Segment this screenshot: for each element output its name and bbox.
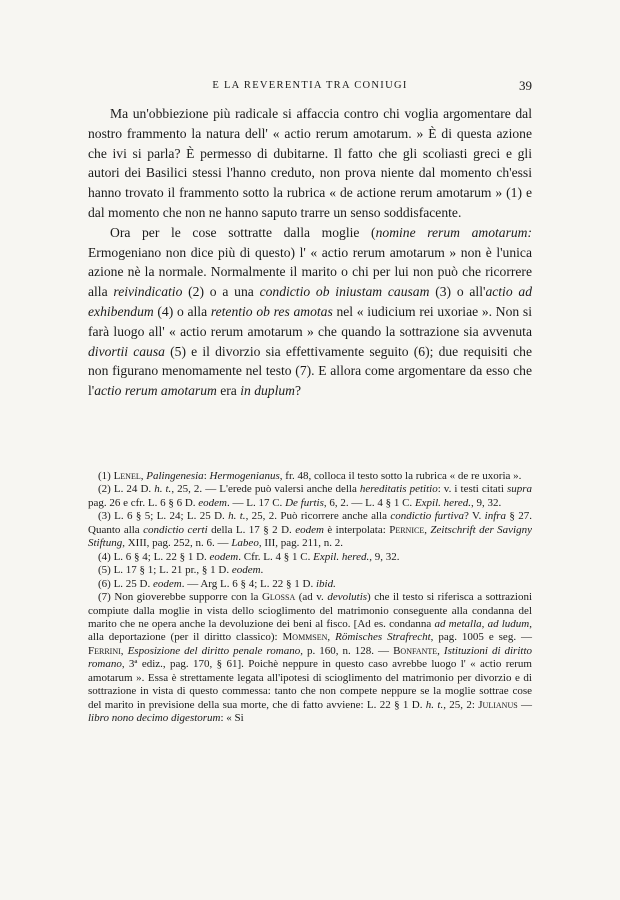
footnote-3: (3) L. 6 § 5; L. 24; L. 25 D. h. t., 25, 2. Può ricorrere anche alla condictio furtiva? V. infra § 27. Quanto alla condictio certi della L. 17 § 2 D. eodem è interpolata: Pernice, Zeitschrift der Savigny Stiftung, XIII, pag. 252, n. 6. — Labeo, III, pag. 211, n. 2. xyxy=(88,510,533,550)
italic-run: Labeo xyxy=(231,537,259,550)
italic-run: infra xyxy=(484,510,507,523)
italic-run: Palingenesia xyxy=(146,470,204,482)
italic-run: libro nono decimo digestorum xyxy=(88,712,221,725)
italic-run: nomine rerum amotarum: xyxy=(375,224,533,240)
italic-run: Zeitschrift der Savigny Stiftung xyxy=(88,523,532,550)
italic-run: Expil. hered. xyxy=(313,550,370,563)
italic-run: eodem xyxy=(153,577,182,590)
italic-run: actio rerum amotarum xyxy=(94,383,217,399)
italic-run: Hermogenianus xyxy=(209,470,280,482)
italic-run: reivindicatio xyxy=(113,284,183,300)
italic-run: De furtis xyxy=(285,496,324,509)
italic-run: Römisches Strafrecht xyxy=(335,631,431,644)
italic-run: retentio ob res amotas xyxy=(210,303,333,319)
italic-run: Expil. hered. xyxy=(414,496,472,509)
italic-run: h. t. xyxy=(154,483,172,496)
italic-run: Esposizione del diritto penale romano xyxy=(127,644,301,657)
italic-run: in duplum xyxy=(240,383,295,399)
italic-run: eodem xyxy=(209,550,239,563)
italic-run: condictio ob iniustam causam xyxy=(259,284,430,300)
italic-run: h. t. xyxy=(425,698,444,711)
italic-run: supra xyxy=(506,483,532,496)
running-title: E LA REVERENTIA TRA CONIUGI xyxy=(212,80,408,91)
author-name: Pernice xyxy=(389,523,425,536)
footnotes xyxy=(88,470,532,726)
author-name: Julianus xyxy=(478,698,518,711)
footnote-4: (4) L. 6 § 4; L. 22 § 1 D. eodem. Cfr. L. 4 § 1 C. Expil. hered., 9, 32. xyxy=(98,550,400,563)
body-paragraph: Ora per le cose sottratte dalla moglie (nomine rerum amotarum: Ermogeniano non dice più di questo) l' « actio rerum amotarum » non è l'unica azione nè la normale. Normalmente il marito o chi per lui non può che ricorrere alla reivindicatio (2) o a una condictio ob iniustam causam (3) o all'actio ad exhibendum (4) o alla retentio ob res amotas nel « iudicium rei uxoriae ». Non si farà luogo all' « actio rerum amotarum » che quando la sottrazione sia avvenuta divortii causa (5) e il divorzio sia effettivamente seguito (6); due requisiti che non figurano menomamente nel testo (7). E allora come argomentare da esso che l'actio rerum amotarum era in duplum? xyxy=(88,224,533,399)
italic-run: eodem xyxy=(198,496,227,509)
italic-run: divortii causa xyxy=(88,343,165,359)
italic-run: condictio furtiva xyxy=(390,510,464,523)
author-name: Mommsen xyxy=(282,631,328,644)
footnote-2: (2) L. 24 D. h. t., 25, 2. — L'erede può valersi anche della hereditatis petitio: v. i testi citati supra pag. 26 e cfr. L. 6 § 6 D. eodem. — L. 17 C. De furtis, 6, 2. — L. 4 § 1 C. Expil. hered., 9, 32. xyxy=(88,483,532,509)
italic-run: ad metalla, ad ludum xyxy=(434,617,530,630)
footnote-6: (6) L. 25 D. eodem. — Arg L. 6 § 4; L. 22 § 1 D. ibid. xyxy=(98,577,336,590)
italic-run: devolutis xyxy=(327,591,368,604)
footnote-1: (1) Lenel, Palingenesia: Hermogenianus, fr. 48, colloca il testo sotto la rubrica « de re uxoria ». xyxy=(98,470,522,482)
author-name: Bonfante xyxy=(393,644,438,657)
body-paragraph: Ma un'obbiezione più radicale si affaccia contro chi voglia argomentare dal nostro frammento la natura dell' « actio rerum amotarum. » È di questa azione che ivi si parla? È permesso di dubitarne. Il fatto che gli scoliasti greci e gli autori dei Basilici stessi l'hanno creduto, non prova niente dal momento ch'essi hanno trovato il frammento sotto la rubrica « de actione rerum amotarum » (1) e dal momento che non ne hanno saputo trarre un senso soddisfacente. xyxy=(88,106,532,220)
footnote-7: (7) Non gioverebbe supporre con la Glossa (ad v. devolutis) che il testo si riferisca a sottrazioni compiute dalla moglie in vista dello scioglimento del matrimonio conseguente alla condanna del marito che ne opera anche la devoluzione dei beni al fisco. [Ad es. condanna ad metalla, ad ludum, alla deportazione (per il diritto classico): Mommsen, Römisches Strafrecht, pag. 1005 e seg. — Ferrini, Esposizione del diritto penale romano, p. 160, n. 128. — Bonfante, Istituzioni di diritto romano, 3ª ediz., pag. 170, § 61]. Poichè neppure in questo caso avrebbe luogo l' « actio rerum amotarum ». Essa è strettamente legata all'ipotesi di scioglimento del matrimonio per divorzio e di sottrazione in vista di questo commessa: tanto che non compete neppure se la moglie sottrae cose del marito in previsione della sua morte, che di fatto avviene: L. 22 § 1 D. h. t., 25, 2: Julianus — libro nono decimo digestorum: « Si xyxy=(88,591,533,725)
author-name: Glossa xyxy=(261,591,296,604)
author-name: Lenel xyxy=(113,470,141,482)
footnote-5: (5) L. 17 § 1; L. 21 pr., § 1 D. eodem. xyxy=(98,564,264,577)
main-text xyxy=(88,104,532,401)
running-head xyxy=(88,80,532,96)
author-name: Ferrini xyxy=(88,644,121,657)
italic-run: condictio certi xyxy=(143,523,208,536)
italic-run: ibid. xyxy=(315,577,336,590)
italic-run: eodem xyxy=(231,564,261,577)
italic-run: actio ad exhibendum xyxy=(88,284,532,319)
italic-run: h. t. xyxy=(228,510,246,523)
italic-run: eodem xyxy=(295,523,324,536)
italic-run: Istituzioni di diritto romano xyxy=(88,644,533,671)
page-number: 39 xyxy=(519,78,532,93)
italic-run: hereditatis petitio xyxy=(359,483,438,496)
